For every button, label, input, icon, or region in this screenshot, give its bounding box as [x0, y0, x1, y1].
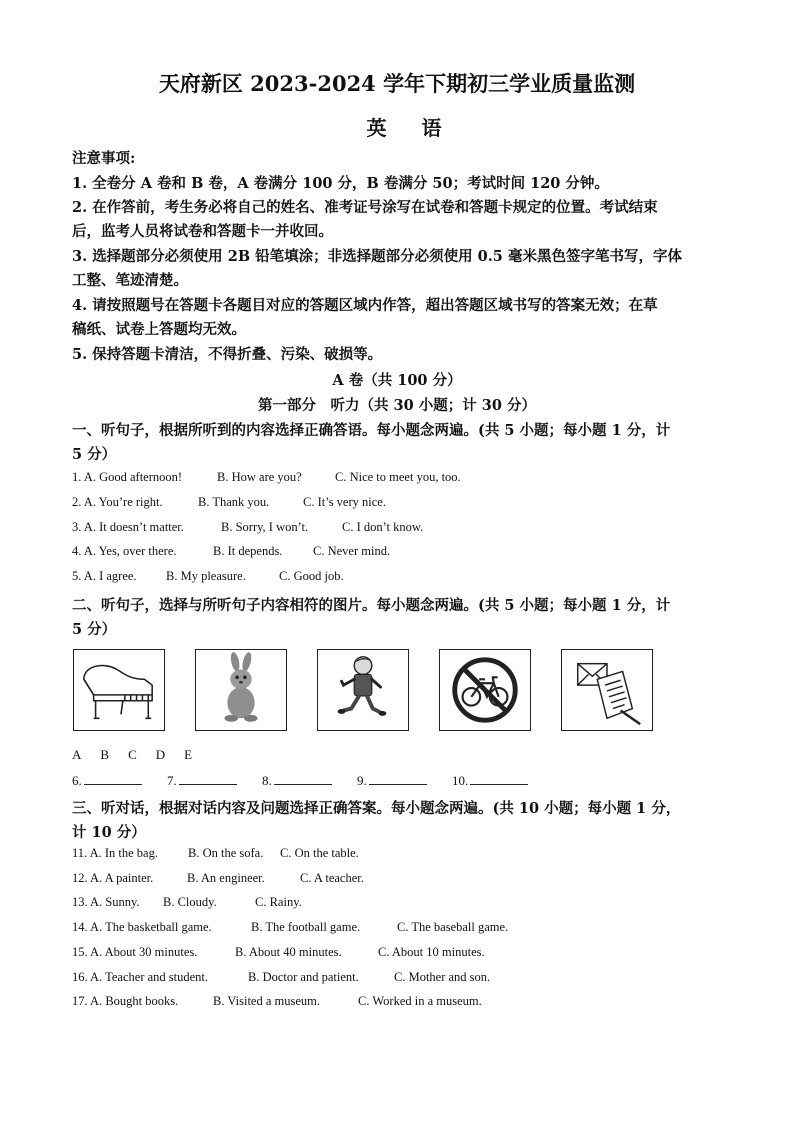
option-c: C. Rainy.: [255, 895, 302, 909]
section1-heading: 一、听句子，根据所听到的内容选择正确答语。每小题念两遍。(共 5 小题；每小题 1 分，计: [72, 422, 671, 439]
question-row: [72, 970, 490, 985]
question-row: [72, 470, 461, 485]
answer-blank[interactable]: [262, 772, 332, 789]
option-b: B. It depends.: [213, 544, 283, 558]
rabbit-icon: [196, 650, 286, 730]
paper-a-heading: A 卷（共 100 分）: [332, 372, 462, 389]
question-row: [72, 945, 485, 960]
option-c: C. Worked in a museum.: [358, 994, 482, 1008]
option-a: 3. A. It doesn’t matter.: [72, 520, 184, 534]
option-c: C. It’s very nice.: [303, 495, 386, 509]
subject-title: 英 语: [366, 116, 456, 140]
note-line: 稿纸、试卷上答题均无效。: [72, 321, 246, 338]
question-row: [72, 871, 364, 886]
section2-heading-cont: 5 分）: [72, 621, 117, 638]
note-line: 5. 保持答题卡清洁，不得折叠、污染、破损等。: [72, 346, 383, 363]
option-a: 12. A. A painter.: [72, 871, 154, 885]
blank-number: 9.: [357, 773, 367, 788]
picture-letters: [72, 747, 211, 763]
option-b: B. About 40 minutes.: [235, 945, 342, 959]
question-row: [72, 569, 344, 584]
picture-b: [195, 649, 287, 731]
question-row: [72, 994, 482, 1009]
picture-a: [73, 649, 165, 731]
question-row: [72, 495, 386, 510]
option-a: 16. A. Teacher and student.: [72, 970, 209, 984]
part1-heading: 第一部分 听力（共 30 小题；计 30 分）: [257, 397, 537, 414]
option-a: 1. A. Good afternoon!: [72, 470, 183, 484]
answer-blank[interactable]: [452, 772, 528, 789]
option-a: 15. A. About 30 minutes.: [72, 945, 198, 959]
option-c: C. Good job.: [279, 569, 344, 583]
option-b: B. How are you?: [217, 470, 302, 484]
option-a: 5. A. I agree.: [72, 569, 137, 583]
answer-blank[interactable]: [357, 772, 427, 789]
option-b: B. Thank you.: [198, 495, 270, 509]
blank-number: 10.: [452, 773, 469, 788]
option-a: 2. A. You’re right.: [72, 495, 163, 509]
section3-heading-cont: 计 10 分）: [72, 824, 146, 841]
option-a: 17. A. Bought books.: [72, 994, 179, 1008]
picture-d: [439, 649, 531, 731]
option-c: C. I don’t know.: [342, 520, 424, 534]
answer-blank[interactable]: [167, 772, 237, 789]
option-a: 13. A. Sunny.: [72, 895, 140, 909]
option-b: B. The football game.: [251, 920, 361, 934]
section2-heading: 二、听句子，选择与所听句子内容相符的图片。每小题念两遍。(共 5 小题；每小题 1 分，计: [72, 597, 671, 614]
option-b: B. Doctor and patient.: [248, 970, 359, 984]
option-b: B. Sorry, I won’t.: [221, 520, 309, 534]
picture-e: [561, 649, 653, 731]
picture-c: [317, 649, 409, 731]
mail-letter-icon: [562, 650, 652, 730]
note-line: 3. 选择题部分必须使用 2B 铅笔填涂；非选择题部分必须使用 0.5 毫米黑色签字笔书写，字体: [72, 248, 682, 265]
answer-blanks: [72, 772, 550, 789]
note-line: 2. 在作答前，考生务必将自己的姓名、准考证号涂写在试卷和答题卡规定的位置。考试结束: [72, 199, 658, 216]
option-b: B. Cloudy.: [163, 895, 217, 909]
note-line: 4. 请按照题号在答题卡各题目对应的答题区域内作答，超出答题区域书写的答案无效；在草: [72, 297, 658, 314]
option-c: C. About 10 minutes.: [378, 945, 485, 959]
picture-letter: A: [72, 747, 82, 762]
option-b: B. Visited a museum.: [213, 994, 321, 1008]
note-line: 工整、笔迹清楚。: [72, 272, 188, 289]
picture-letter: B: [100, 747, 110, 762]
option-b: B. An engineer.: [187, 871, 265, 885]
question-row: [72, 520, 423, 535]
option-c: C. A teacher.: [300, 871, 364, 885]
picture-letter: E: [184, 747, 193, 762]
option-c: C. On the table.: [280, 846, 359, 860]
picture-letter: C: [128, 747, 137, 762]
running-boy-icon: [318, 650, 408, 730]
question-row: [72, 920, 508, 935]
option-c: C. Never mind.: [313, 544, 391, 558]
notes-heading: 注意事项:: [72, 150, 136, 167]
option-c: C. Nice to meet you, too.: [335, 470, 461, 484]
question-row: [72, 846, 359, 861]
option-b: B. On the sofa.: [188, 846, 264, 860]
section3-heading: 三、听对话，根据对话内容及问题选择正确答案。每小题念两遍。(共 10 小题；每小题 1 分，: [72, 800, 681, 817]
exam-title: 天府新区 2023-2024 学年下期初三学业质量监测: [158, 71, 636, 96]
option-a: 14. A. The basketball game.: [72, 920, 212, 934]
no-bicycle-sign-icon: [440, 650, 530, 730]
note-line: 后，监考人员将试卷和答题卡一并收回。: [72, 223, 333, 240]
question-row: [72, 895, 302, 910]
question-row: [72, 544, 390, 559]
note-line: 1. 全卷分 A 卷和 B 卷，A 卷满分 100 分，B 卷满分 50；考试时间 120 分钟。: [72, 175, 609, 192]
option-a: 4. A. Yes, over there.: [72, 544, 177, 558]
section1-heading-cont: 5 分）: [72, 446, 117, 463]
blank-number: 7.: [167, 773, 177, 788]
option-b: B. My pleasure.: [166, 569, 246, 583]
piano-icon: [74, 650, 164, 730]
option-c: C. Mother and son.: [394, 970, 491, 984]
blank-number: 8.: [262, 773, 272, 788]
option-c: C. The baseball game.: [397, 920, 509, 934]
answer-blank[interactable]: [72, 772, 142, 789]
picture-letter: D: [155, 747, 166, 762]
option-a: 11. A. In the bag.: [72, 846, 158, 860]
blank-number: 6.: [72, 773, 82, 788]
